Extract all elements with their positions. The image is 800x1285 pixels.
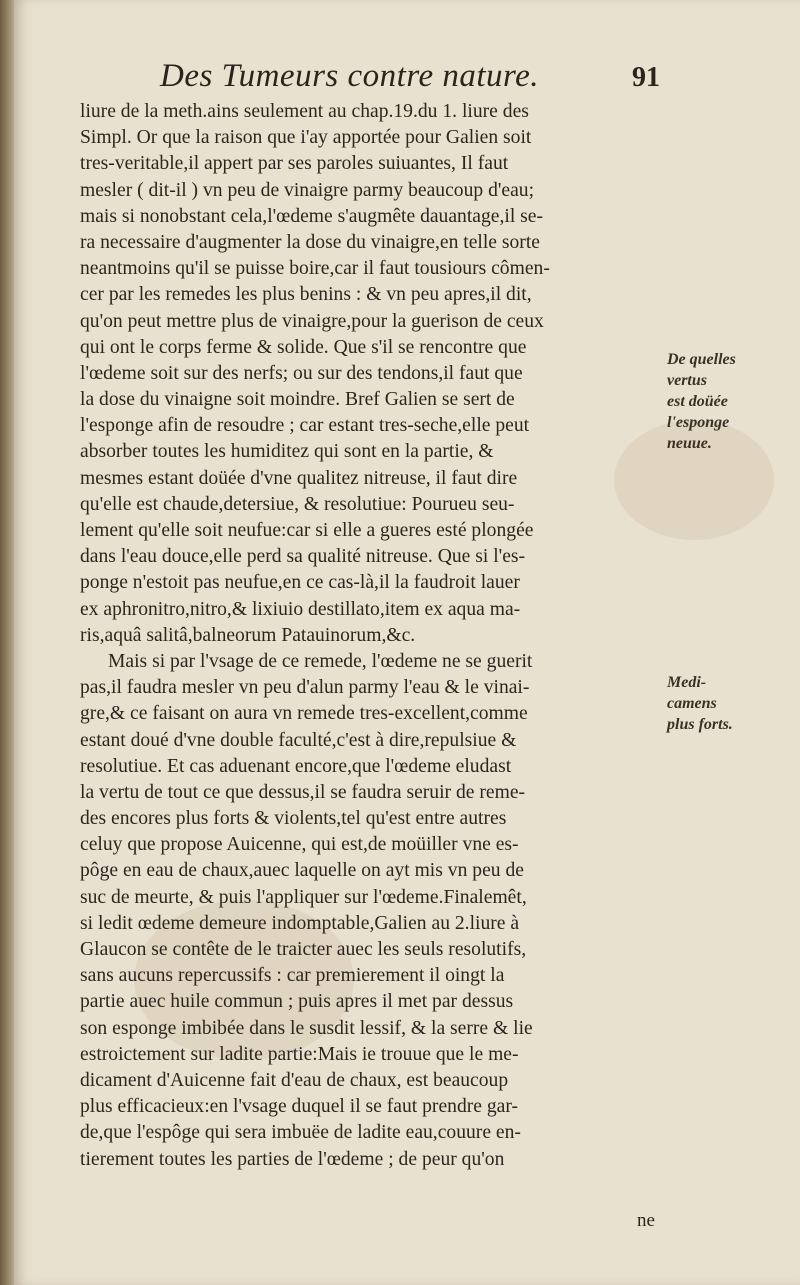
- text-line: ponge n'estoit pas neufue,en ce cas-là,il la faudroit lauer: [80, 572, 520, 594]
- text-line: pas,il faudra mesler vn peu d'alun parmy l'eau & le vinai-: [80, 677, 530, 699]
- text-line: suc de meurte, & puis l'appliquer sur l'œdeme.Finalemêt,: [80, 886, 527, 908]
- margin-note-line: plus forts.: [667, 716, 733, 733]
- margin-note-line: Medi-: [667, 674, 707, 691]
- text-line: liure de la meth.ains seulement au chap.19.du 1. liure des: [80, 101, 529, 122]
- text-line: mais si nonobstant cela,l'œdeme s'augmête dauantage,il se-: [80, 205, 544, 227]
- margin-note-line: neuue.: [667, 435, 712, 452]
- text-line: l'œdeme soit sur des nerfs; ou sur des tendons,il faut que: [80, 362, 523, 384]
- text-line: tres-veritable,il appert par ses paroles suiuantes, Il faut: [80, 153, 509, 175]
- text-line: son esponge imbibée dans le susdit lessif, & la serre & lie: [80, 1017, 533, 1039]
- text-line: des encores plus forts & violents,tel qu'est entre autres: [80, 808, 507, 830]
- text-line: absorber toutes les humiditez qui sont en la partie, &: [80, 441, 494, 463]
- text-line: lement qu'elle soit neufue:car si elle a gueres esté plongée: [80, 520, 534, 541]
- text-line: ris,aquâ salitâ,balneorum Patauinorum,&c.: [80, 624, 416, 646]
- text-line: Simpl. Or que la raison que i'ay apportée pour Galien soit: [80, 127, 532, 149]
- text-line: tierement toutes les parties de l'œdeme ; de peur qu'on: [80, 1148, 505, 1170]
- text-line: neantmoins qu'il se puisse boire,car il faut tousiours cômen-: [80, 258, 550, 280]
- text-line: de,que l'espôge qui sera imbuëe de ladite eau,couure en-: [80, 1122, 521, 1144]
- text-line: la dose du vinaigne soit moindre. Bref Galien se sert de: [80, 389, 515, 411]
- text-line: qui ont le corps ferme & solide. Que s'il se rencontre que: [80, 336, 527, 358]
- text-line: dans l'eau douce,elle perd sa qualité nitreuse. Que si l'es-: [80, 546, 526, 568]
- text-line: l'esponge afin de resoudre ; car estant tres-seche,elle peut: [80, 415, 530, 437]
- text-line: dicament d'Auicenne fait d'eau de chaux, est beaucoup: [80, 1069, 509, 1091]
- text-line: qu'elle est chaude,detersiue, & resolutiue: Pourueu seu-: [80, 493, 515, 515]
- text-line: celuy que propose Auicenne, qui est,de moüiller vne es-: [80, 834, 519, 856]
- text-line: ex aphronitro,nitro,& lixiuio destillato,item ex aqua ma-: [80, 598, 521, 620]
- text-line: mesler ( dit-il ) vn peu de vinaigre parmy beaucoup d'eau;: [80, 179, 535, 201]
- text-line: resolutiue. Et cas aduenant encore,que l'œdeme eludast: [80, 755, 512, 777]
- text-line: si ledit œdeme demeure indomptable,Galien au 2.liure à: [80, 912, 520, 934]
- text-line: partie auec huile commun ; puis apres il met par dessus: [80, 991, 514, 1013]
- paragraph-start-line: Mais si par l'vsage de ce remede, l'œdeme ne se guerit: [108, 650, 533, 672]
- text-line: gre,& ce faisant on aura vn remede tres-excellent,comme: [80, 703, 528, 725]
- text-line: qu'on peut mettre plus de vinaigre,pour la guerison de ceux: [80, 310, 544, 332]
- text-line: plus efficacieux:en l'vsage duquel il se faut prendre gar-: [80, 1096, 519, 1118]
- text-line: pôge en eau de chaux,auec laquelle on ayt mis vn peu de: [80, 860, 524, 882]
- margin-note-line: l'esponge: [667, 414, 730, 431]
- book-spine: [0, 0, 14, 1285]
- page-header: [160, 58, 660, 95]
- text-line: cer par les remedes les plus benins : & vn peu apres,il dit,: [80, 284, 532, 306]
- text-line: ra necessaire d'augmenter la dose du vinaigre,en telle sorte: [80, 231, 540, 253]
- text-line: estroictement sur ladite partie:Mais ie trouue que le me-: [80, 1043, 519, 1065]
- margin-note-line: camens: [667, 695, 717, 712]
- text-line: mesmes estant doüée d'vne qualitez nitreuse, il faut dire: [80, 467, 518, 489]
- margin-note-line: est doüée: [667, 393, 728, 410]
- text-line: sans aucuns repercussifs : car premierement il oingt la: [80, 965, 505, 987]
- text-line: estant doué d'vne double faculté,c'est à dire,repulsiue &: [80, 729, 517, 751]
- page-number: 91: [632, 62, 660, 93]
- text-line: Glaucon se contête de le traicter auec les seuls resolutifs,: [80, 939, 527, 960]
- margin-note-medicamens: [667, 672, 782, 735]
- catchword: ne: [637, 1210, 655, 1231]
- margin-note-line: De quelles: [667, 351, 736, 368]
- running-title: Des Tumeurs contre nature.: [160, 58, 540, 94]
- text-line: la vertu de tout ce que dessus,il se faudra seruir de reme-: [80, 781, 526, 803]
- main-text: [80, 99, 660, 1173]
- margin-note-esponge: [667, 349, 782, 454]
- margin-note-line: vertus: [667, 372, 707, 389]
